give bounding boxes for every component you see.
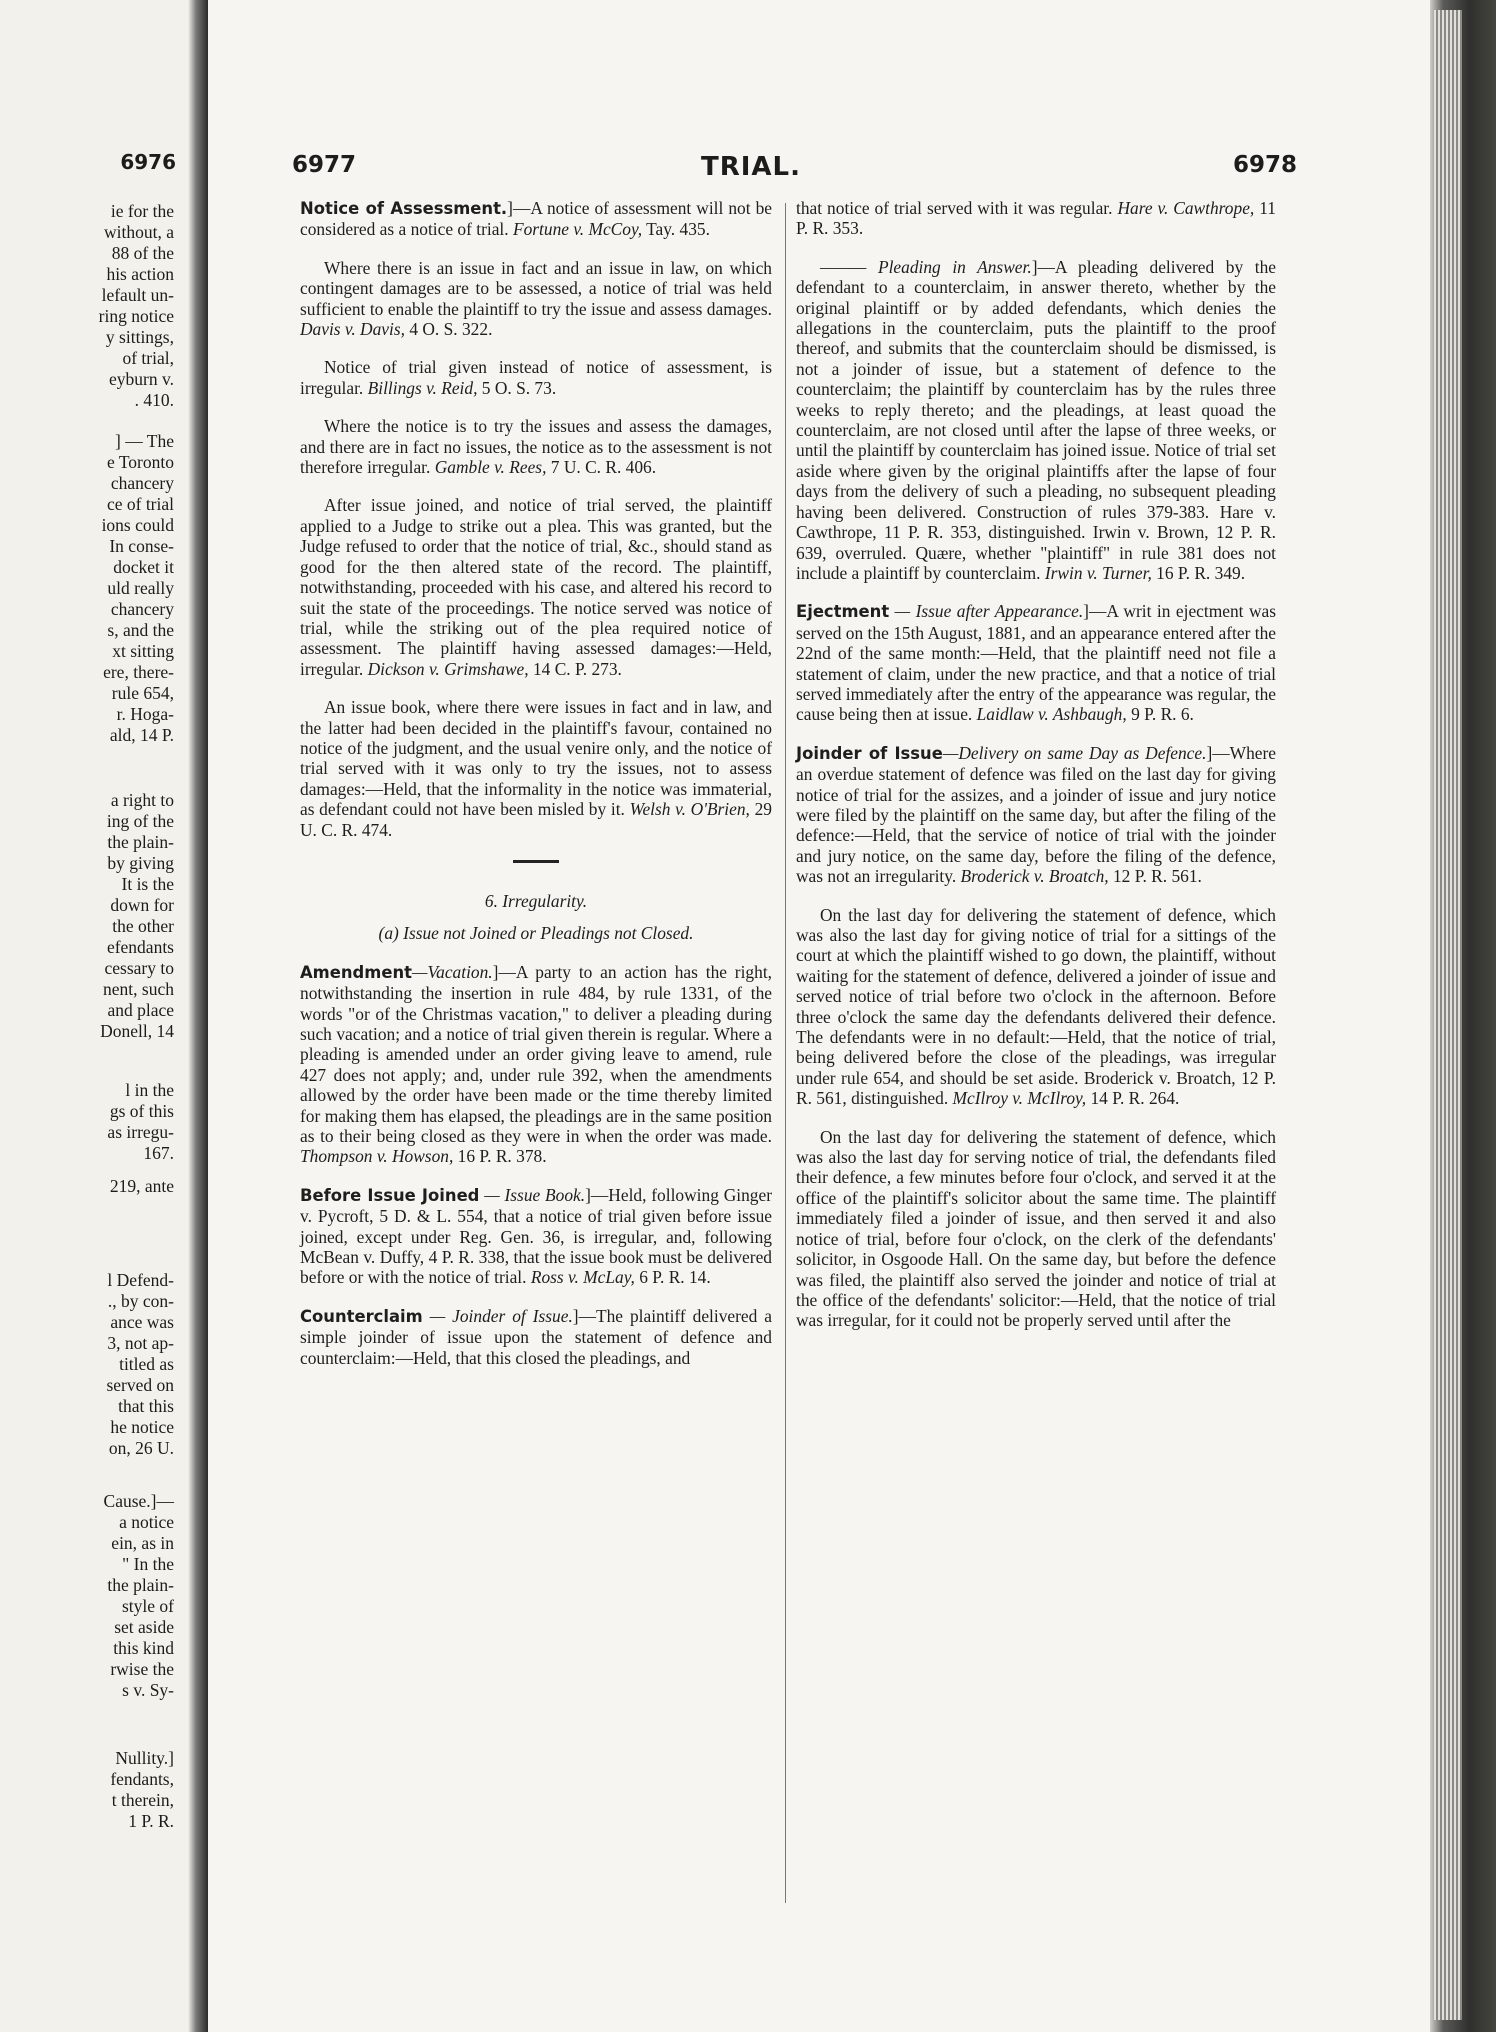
section-heading: 6. Irregularity. [484, 890, 588, 911]
right-page [208, 0, 1430, 2032]
left-page-line: lefault un- [101, 285, 174, 305]
left-page-line: uld really [107, 578, 174, 598]
left-page-line: served on [106, 1375, 174, 1395]
page-number-left: 6977 [292, 152, 357, 178]
right-column [796, 198, 1276, 1349]
entry-joinder-of-issue: Joinder of Issue—Delivery on same Day as Defence.]—Where an overdue statement of defence was filed on the last day for giving notice of trial for the assizes, and a joinder of issue and jury notice were filed by the plaintiff on the same day, but after the filing of the defence:—Held, that the service of notice of trial with the joinder and jury notice, on the same day, before the filing of the defence, was not an irregularity. Broderick v. Broatch, 12 P. R. 561. [796, 742, 1277, 887]
left-page-line: gs of this [109, 1101, 174, 1121]
left-page-line: Cause.]— [103, 1491, 174, 1511]
left-page-line: Nullity.] [115, 1748, 174, 1768]
left-page-line: style of [121, 1596, 174, 1616]
entry-amendment: Amendment—Vacation.]—A party to an action has the right, notwithstanding the insertion in rule 484, by rule 1331, of the words "or of the Christmas vacation," to deliver a pleading during such vacation; and a notice of trial given therein is regular. Where a pleading is amended under an order giving leave to amend, rule 427 does not apply; and, under rule 392, when the amendments allowed by the order have been made or the time thereby limited for making them has elapsed, the pleadings are in the same position as to their being closed as they were in when the order was made. Thompson v. Howson, 16 P. R. 378. [300, 961, 772, 1167]
entry-ejectment: Ejectment — Issue after Appearance.]—A writ in ejectment was served on the 15th August, 1881, and an appearance entered after the 22nd of the same month:—Held, that the plaintiff need not file a statement of claim, under the new practice, and that a notice of trial served immediately after the entry of the appearance was regular, the cause being then at issue. Laidlaw v. Ashbaugh, 9 P. R. 6. [796, 601, 1276, 725]
left-page-line: ce of trial [106, 494, 174, 514]
paragraph: On the last day for delivering the statement of defence, which was also the last day for serving notice of trial, the defendants filed their defence, a few minutes before four o'clock, and served it at the office of the plaintiff's solicitor about the same time. The plaintiff immediately filed a joinder of issue, and then served it and also notice of trial, before four o'clock, on the clerk of the defendants' solicitor, in Osgoode Hall. On the same day, but before the defence was filed, the plaintiff also served the joinder and notice of trial at the office of the defendants' solicitor:—Held, that the notice of trial was irregular, for it could not be properly served until after the [796, 1126, 1276, 1331]
left-page [0, 0, 188, 2032]
left-page-line: without, a [104, 222, 174, 242]
column-rule [785, 203, 786, 1903]
left-page-line: chancery [110, 599, 174, 619]
entry-notice-of-assessment: Notice of Assessment.]—A notice of assessment will not be considered as a notice of trial. Fortune v. McCoy, Tay. 435. [300, 198, 772, 240]
left-page-line: titled as [119, 1354, 174, 1374]
left-page-line: s v. Sy- [122, 1680, 174, 1700]
left-page-line: docket it [113, 557, 174, 577]
left-page-line: ] — The [115, 431, 174, 451]
paragraph: An issue book, where there were issues in fact and in law, and the latter had been decided in the plaintiff's favour, contained no notice of the judgment, and the usual venire only, and the notice of trial served with it was only to try the issues, not to assess damages:—Held, that the informality in the notice was immaterial, as defendant could not have been misled by it. Welsh v. O'Brien, 29 U. C. R. 474. [300, 697, 772, 840]
left-page-line: the other [112, 916, 174, 936]
left-page-line: ing of the [106, 811, 174, 831]
left-page-line: 88 of the [111, 243, 174, 263]
left-page-line: ance was [110, 1312, 174, 1332]
page-edges [1434, 10, 1462, 2020]
left-page-line: . 410. [134, 390, 174, 410]
left-page-line: ring notice [98, 306, 174, 326]
left-page-line: r. Hoga- [116, 704, 174, 724]
left-page-line: ald, 14 P. [109, 725, 174, 745]
left-page-line: chancery [110, 473, 174, 493]
left-page-line: his action [106, 264, 174, 284]
left-page-line: ., by con- [107, 1291, 174, 1311]
left-page-line: e Toronto [107, 452, 174, 472]
entry-pleading-in-answer: ——— Pleading in Answer.]—A pleading delivered by the defendant to a counterclaim, in answer thereto, whether by the original plaintiff or by added defendants, which denies the allegations in the counterclaim, puts the plaintiff to the proof thereof, and submits that the counterclaim should be dismissed, is not a joinder of issue, but a statement of defence to the counterclaim; the plaintiff by counterclaim has by the rules three weeks to reply thereto; and the pleadings, at least quoad the counterclaim, are not closed until after the lapse of three weeks, or until the plaintiff by counterclaim has joined issue. Notice of trial set aside where given by the original plaintiffs after the lapse of four days from the delivery of such a pleading, no subsequent pleading having been delivered. Construction of rules 379-383. Hare v. Cawthrope, 11 P. R. 353, distinguished. Irwin v. Brown, 12 P. R. 639, overruled. Quære, whether "plaintiff" in rule 381 does not include a plaintiff by counterclaim. Irwin v. Turner, 16 P. R. 349. [796, 256, 1276, 583]
left-page-line: 167. [143, 1143, 174, 1163]
left-page-line: set aside [114, 1617, 174, 1637]
paragraph: On the last day for delivering the statement of defence, which was also the last day for giving notice of trial for a sittings of the court at which the plaintiff wished to go down, the plaintiff, without waiting for the statement of defence, delivered a joinder of issue and served notice of trial before two o'clock in the afternoon. Before three o'clock the same day the defendants delivered their defence. The defendants were in no default:—Held, that the notice of trial, being delivered before the close of the pleadings, was irregular under rule 654, and should be set aside. Broderick v. Broatch, 12 P. R. 561, distinguished. McIlroy v. McIlroy, 14 P. R. 264. [796, 904, 1276, 1109]
page-number-right: 6978 [1233, 152, 1298, 178]
left-page-line: t therein, [111, 1790, 174, 1810]
left-page-line: as irregu- [107, 1122, 174, 1142]
left-page-line: the plain- [107, 832, 174, 852]
left-page-line: fendants, [110, 1769, 174, 1789]
left-page-line: ein, as in [111, 1533, 174, 1553]
left-page-line: ions could [101, 515, 174, 535]
left-page-line: of trial, [122, 348, 174, 368]
left-page-line: It is the [121, 874, 174, 894]
left-page-line: ie for the [110, 201, 174, 221]
left-page-number: 6976 [120, 150, 176, 174]
left-page-line: In conse- [109, 536, 174, 556]
left-page-line: nent, such [103, 979, 174, 999]
left-page-line: ere, there- [103, 662, 174, 682]
left-page-line: " In the [122, 1554, 174, 1574]
left-page-line: a right to [110, 790, 174, 810]
left-page-line: a notice [119, 1512, 174, 1532]
paragraph: Where there is an issue in fact and an issue in law, on which contingent damages are to be assessed, a notice of trial was held sufficient to enable the plaintiff to try the issue and assess damages. Davis v. Davis, 4 O. S. 322. [300, 257, 772, 340]
paragraph: that notice of trial served with it was regular. Hare v. Cawthrope, 11 P. R. 353. [796, 198, 1276, 239]
left-page-line: cessary to [104, 958, 174, 978]
entry-before-issue-joined: Before Issue Joined — Issue Book.]—Held, following Ginger v. Pycroft, 5 D. & L. 554, that a notice of trial given before issue joined, except under Reg. Gen. 36, is irregular, and, following McBean v. Duffy, 4 P. R. 338, that the issue book must be delivered before or with the notice of trial. Ross v. McLay, 6 P. R. 14. [300, 1184, 772, 1288]
left-column [300, 198, 772, 1386]
left-page-line: rwise the [110, 1659, 174, 1679]
left-page-line: efendants [106, 937, 174, 957]
paragraph: Where the notice is to try the issues and assess the damages, and there are in fact no issues, the notice as to the assessment is not therefore irregular. Gamble v. Rees, 7 U. C. R. 406. [300, 416, 772, 478]
left-page-line: he notice [110, 1417, 174, 1437]
left-page-line: Donell, 14 [100, 1021, 174, 1041]
left-page-line: by giving [107, 853, 174, 873]
left-page-line: l in the [125, 1080, 174, 1100]
book-gutter [188, 0, 208, 2032]
left-page-line: 3, not ap- [107, 1333, 174, 1353]
left-page-line: rule 654, [111, 683, 174, 703]
left-page-line: the plain- [107, 1575, 174, 1595]
left-page-line: on, 26 U. [108, 1438, 174, 1458]
left-page-line: that this [118, 1396, 174, 1416]
left-page-line: s, and the [107, 620, 174, 640]
left-page-line: y sittings, [105, 327, 174, 347]
subsection-heading: (a) Issue not Joined or Pleadings not Closed. [378, 923, 694, 944]
left-page-line: 219, ante [109, 1176, 174, 1196]
running-title: TRIAL. [701, 152, 801, 182]
section-divider [513, 860, 559, 863]
left-page-line: this kind [113, 1638, 174, 1658]
paragraph: Notice of trial given instead of notice of assessment, is irregular. Billings v. Reid, 5 O. S. 73. [300, 357, 772, 398]
entry-counterclaim: Counterclaim — Joinder of Issue.]—The plaintiff delivered a simple joinder of issue upon the statement of defence and counterclaim:—Held, that this closed the pleadings, and [300, 1305, 773, 1368]
left-page-line: and place [107, 1000, 174, 1020]
left-page-line: l Defend- [107, 1270, 174, 1290]
left-page-line: xt sitting [112, 641, 174, 661]
left-page-line: down for [110, 895, 174, 915]
left-page-line: eyburn v. [109, 369, 174, 389]
left-page-line: 1 P. R. [128, 1811, 174, 1831]
paragraph: After issue joined, and notice of trial served, the plaintiff applied to a Judge to strike out a plea. This was granted, but the Judge refused to order that the notice of trial, &c., should stand as good for the then altered state of the record. The plaintiff, notwithstanding, proceeded with his case, and altered his record to suit the state of the proceedings. The notice served was notice of trial, while the striking out of the plea required notice of assessment. The plaintiff having assessed damages:—Held, irregular. Dickson v. Grimshawe, 14 C. P. 273. [300, 495, 772, 679]
